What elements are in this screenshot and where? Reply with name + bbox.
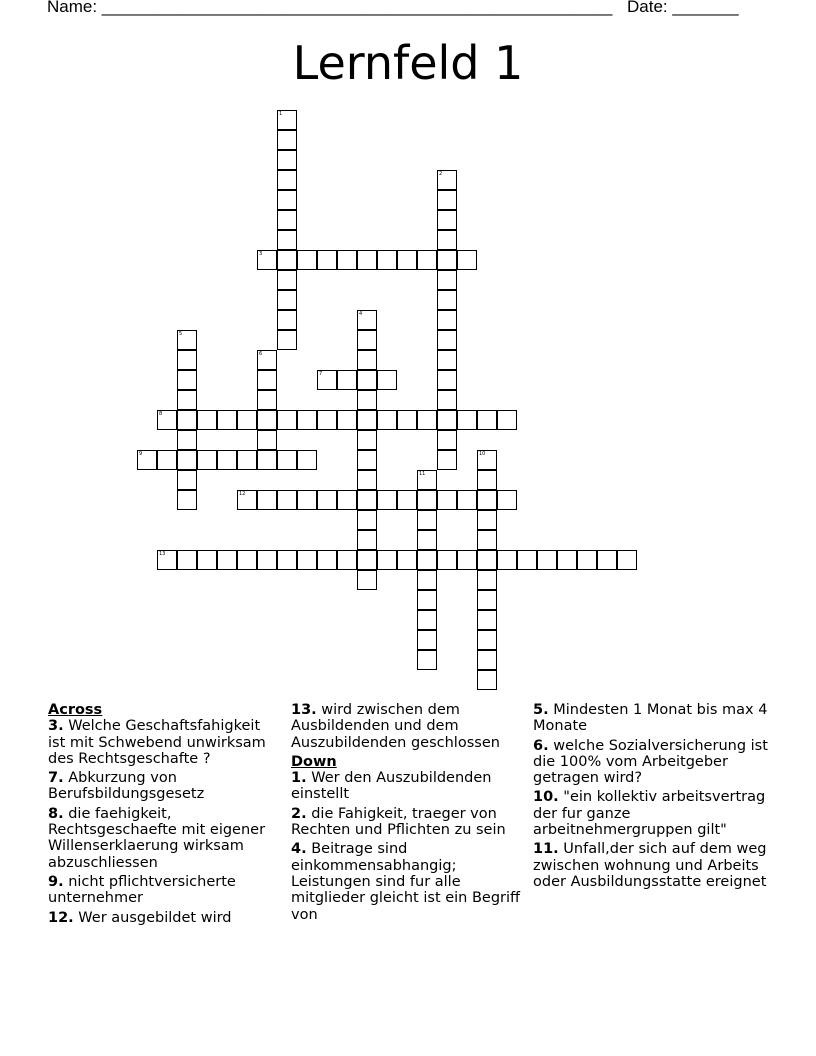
crossword-cell	[457, 250, 477, 270]
crossword-cell	[277, 250, 297, 270]
crossword-cell	[357, 250, 377, 270]
crossword-cell	[497, 490, 517, 510]
crossword-cell	[357, 430, 377, 450]
crossword-cell	[257, 250, 277, 270]
crossword-cell	[497, 410, 517, 430]
crossword-cell	[437, 410, 457, 430]
cell-number: 3	[259, 251, 263, 257]
crossword-cell	[577, 550, 597, 570]
clue-text: Beitrage sind einkommensabhangig; Leistungen sind fur alle mitglieder gleicht ist ein Begriff von	[291, 841, 521, 923]
clue-text: die Fahigkeit, traeger von Rechten und Pflichten zu sein	[291, 805, 506, 839]
crossword-cell	[197, 550, 217, 570]
clue-across-12	[48, 910, 273, 926]
crossword-cell	[297, 410, 317, 430]
crossword-cell	[297, 490, 317, 510]
crossword-cell	[277, 190, 297, 210]
crossword-cell	[277, 170, 297, 190]
clue-number: 7.	[48, 770, 64, 787]
crossword-cell	[357, 410, 377, 430]
crossword-cell	[597, 550, 617, 570]
crossword-cell	[237, 550, 257, 570]
cell-number: 9	[139, 451, 143, 457]
clue-across-9	[48, 874, 273, 907]
crossword-cell	[397, 550, 417, 570]
crossword-cell	[437, 270, 457, 290]
crossword-cell	[537, 550, 557, 570]
crossword-cell	[177, 410, 197, 430]
cell-number: 11	[419, 471, 426, 477]
crossword-cell	[277, 410, 297, 430]
crossword-cell	[277, 330, 297, 350]
clue-number: 2.	[291, 805, 307, 822]
crossword-cell	[157, 410, 177, 430]
clue-across-8	[48, 806, 273, 871]
cell-number: 1	[279, 111, 283, 117]
crossword-cell	[477, 590, 497, 610]
crossword-cell	[377, 410, 397, 430]
crossword-cell	[437, 390, 457, 410]
crossword-cell	[557, 550, 577, 570]
crossword-cell	[317, 250, 337, 270]
crossword-cell	[277, 230, 297, 250]
crossword-cell	[477, 410, 497, 430]
crossword-cell	[377, 550, 397, 570]
crossword-cell	[297, 450, 317, 470]
clue-number: 10.	[533, 789, 559, 806]
cell-number: 5	[179, 331, 183, 337]
cell-number: 8	[159, 411, 163, 417]
crossword-cell	[277, 270, 297, 290]
crossword-cell	[417, 650, 437, 670]
crossword-cell	[417, 570, 437, 590]
crossword-cell	[397, 490, 417, 510]
clue-down-1	[291, 770, 521, 803]
crossword-cell	[317, 490, 337, 510]
clues-column-2	[291, 702, 521, 926]
crossword-cell	[377, 370, 397, 390]
crossword-cell	[357, 530, 377, 550]
clue-text: die faehigkeit, Rechtsgeschaefte mit eigener Willenserklaerung wirksam abzuschliessen	[48, 805, 266, 871]
crossword-cell	[617, 550, 637, 570]
crossword-cell	[257, 350, 277, 370]
crossword-cell	[277, 450, 297, 470]
clue-number: 1.	[291, 770, 307, 787]
crossword-cell	[197, 450, 217, 470]
clue-across-3	[48, 718, 273, 767]
crossword-cell	[237, 410, 257, 430]
crossword-cell	[337, 550, 357, 570]
crossword-cell	[357, 490, 377, 510]
crossword-cell	[297, 250, 317, 270]
crossword-cell	[357, 350, 377, 370]
crossword-cell	[277, 150, 297, 170]
crossword-cell	[177, 430, 197, 450]
clue-number: 13.	[291, 702, 317, 718]
crossword-cell	[177, 390, 197, 410]
crossword-cell	[297, 550, 317, 570]
crossword-cell	[437, 350, 457, 370]
crossword-cell	[437, 210, 457, 230]
clue-down-6	[533, 738, 768, 787]
crossword-cell	[137, 450, 157, 470]
crossword-cell	[497, 550, 517, 570]
crossword-cell	[157, 450, 177, 470]
crossword-cell	[477, 470, 497, 490]
crossword-cell	[177, 370, 197, 390]
crossword-cell	[437, 250, 457, 270]
cell-number: 4	[359, 311, 363, 317]
crossword-cell	[477, 530, 497, 550]
crossword-cell	[177, 470, 197, 490]
crossword-cell	[257, 390, 277, 410]
clues-column-1	[48, 702, 273, 929]
clue-down-10	[533, 789, 768, 838]
cell-number: 12	[239, 491, 246, 497]
crossword-cell	[417, 550, 437, 570]
crossword-cell	[477, 490, 497, 510]
crossword-cell	[257, 370, 277, 390]
crossword-cell	[417, 490, 437, 510]
down-heading: Down	[291, 753, 337, 770]
crossword-cell	[377, 250, 397, 270]
crossword-cell	[377, 490, 397, 510]
crossword-cell	[457, 490, 477, 510]
crossword-cell	[417, 590, 437, 610]
crossword-cell	[477, 650, 497, 670]
across-heading: Across	[48, 702, 103, 718]
crossword-cell	[357, 450, 377, 470]
clue-number: 3.	[48, 718, 64, 735]
crossword-cell	[337, 410, 357, 430]
crossword-cell	[357, 510, 377, 530]
crossword-cell	[237, 450, 257, 470]
crossword-cell	[357, 330, 377, 350]
crossword-cell	[317, 370, 337, 390]
clue-text: Wer den Auszubildenden einstellt	[291, 770, 492, 803]
crossword-cell	[177, 450, 197, 470]
crossword-cell	[437, 450, 457, 470]
crossword-cell	[437, 310, 457, 330]
cell-number: 6	[259, 351, 263, 357]
clue-number: 5.	[533, 702, 549, 718]
clue-text: Mindesten 1 Monat bis max 4 Monate	[533, 702, 768, 735]
crossword-cell	[277, 290, 297, 310]
crossword-cell	[257, 430, 277, 450]
clue-down-2	[291, 806, 521, 839]
crossword-cell	[477, 570, 497, 590]
crossword-cell	[437, 550, 457, 570]
clue-text: wird zwischen dem Ausbildenden und dem Auszubildenden geschlossen	[291, 702, 500, 751]
crossword-cell	[197, 410, 217, 430]
clue-down-5	[533, 702, 768, 735]
crossword-cell	[257, 490, 277, 510]
crossword-cell	[437, 330, 457, 350]
crossword-cell	[437, 230, 457, 250]
crossword-cell	[177, 350, 197, 370]
crossword-cell	[437, 430, 457, 450]
crossword-cell	[477, 510, 497, 530]
name-field-line: Name: ______________________________________________________	[47, 0, 613, 16]
crossword-cell	[277, 490, 297, 510]
crossword-cell	[257, 450, 277, 470]
crossword-cell	[437, 190, 457, 210]
crossword-cell	[397, 250, 417, 270]
clue-across-7	[48, 770, 273, 803]
crossword-cell	[417, 530, 437, 550]
crossword-cell	[417, 410, 437, 430]
clue-number: 12.	[48, 909, 74, 926]
crossword-cell	[417, 250, 437, 270]
crossword-cell	[157, 550, 177, 570]
clue-across-13	[291, 702, 521, 751]
clue-number: 6.	[533, 737, 549, 754]
crossword-cell	[477, 630, 497, 650]
crossword-cell	[337, 370, 357, 390]
crossword-cell	[417, 470, 437, 490]
crossword-cell	[477, 450, 497, 470]
clue-text: Wer ausgebildet wird	[73, 909, 232, 926]
clue-number: 4.	[291, 841, 307, 858]
crossword-cell	[277, 130, 297, 150]
crossword-cell	[177, 550, 197, 570]
crossword-cell	[457, 410, 477, 430]
crossword-cell	[337, 250, 357, 270]
clue-text: welche Sozialversicherung ist die 100% vom Arbeitgeber getragen wird?	[533, 737, 768, 787]
crossword-cell	[437, 290, 457, 310]
crossword-cell	[237, 490, 257, 510]
crossword-cell	[517, 550, 537, 570]
crossword-cell	[437, 370, 457, 390]
clue-down-11	[533, 841, 768, 890]
crossword-cell	[477, 670, 497, 690]
crossword-cell	[177, 330, 197, 350]
crossword-cell	[277, 210, 297, 230]
crossword-cell	[457, 550, 477, 570]
crossword-cell	[357, 550, 377, 570]
date-field-line: Date: _______	[627, 0, 739, 16]
crossword-cell	[317, 410, 337, 430]
crossword-cell	[417, 630, 437, 650]
clue-text: Unfall,der sich auf dem weg zwischen wohnung und Arbeits oder Ausbildungsstatte ereignet	[533, 841, 767, 890]
cell-number: 10	[479, 451, 486, 457]
clue-text: Welche Geschaftsfahigkeit ist mit Schwebend unwirksam des Rechtsgeschafte ?	[48, 718, 266, 767]
clue-text: "ein kollektiv arbeitsvertrag der fur ganze arbeitnehmergruppen gilt"	[533, 789, 766, 839]
crossword-cell	[417, 610, 437, 630]
crossword-cell	[397, 410, 417, 430]
crossword-cell	[357, 310, 377, 330]
crossword-cell	[257, 410, 277, 430]
crossword-cell	[477, 550, 497, 570]
crossword-cell	[317, 550, 337, 570]
crossword-cell	[417, 510, 437, 530]
crossword-cell	[357, 390, 377, 410]
clue-number: 11.	[533, 841, 559, 858]
clues-column-3	[533, 702, 768, 893]
crossword-cell	[337, 490, 357, 510]
crossword-cell	[257, 550, 277, 570]
crossword-cell	[357, 470, 377, 490]
crossword-cell	[357, 570, 377, 590]
clue-text: nicht pflichtversicherte unternehmer	[48, 873, 236, 907]
clue-down-4	[291, 841, 521, 922]
page-title: Lernfeld 1	[292, 36, 524, 90]
cell-number: 7	[319, 371, 323, 377]
crossword-cell	[437, 490, 457, 510]
crossword-cell	[357, 370, 377, 390]
crossword-cell	[217, 410, 237, 430]
crossword-cell	[177, 490, 197, 510]
cell-number: 2	[439, 171, 443, 177]
crossword-cell	[277, 310, 297, 330]
crossword-cell	[277, 550, 297, 570]
cell-number: 13	[159, 551, 166, 557]
clue-number: 9.	[48, 873, 64, 890]
crossword-cell	[277, 110, 297, 130]
crossword-cell	[477, 610, 497, 630]
clue-text: Abkurzung von Berufsbildungsgesetz	[48, 770, 205, 803]
crossword-cell	[437, 170, 457, 190]
crossword-cell	[217, 450, 237, 470]
crossword-cell	[217, 550, 237, 570]
clue-number: 8.	[48, 805, 64, 822]
